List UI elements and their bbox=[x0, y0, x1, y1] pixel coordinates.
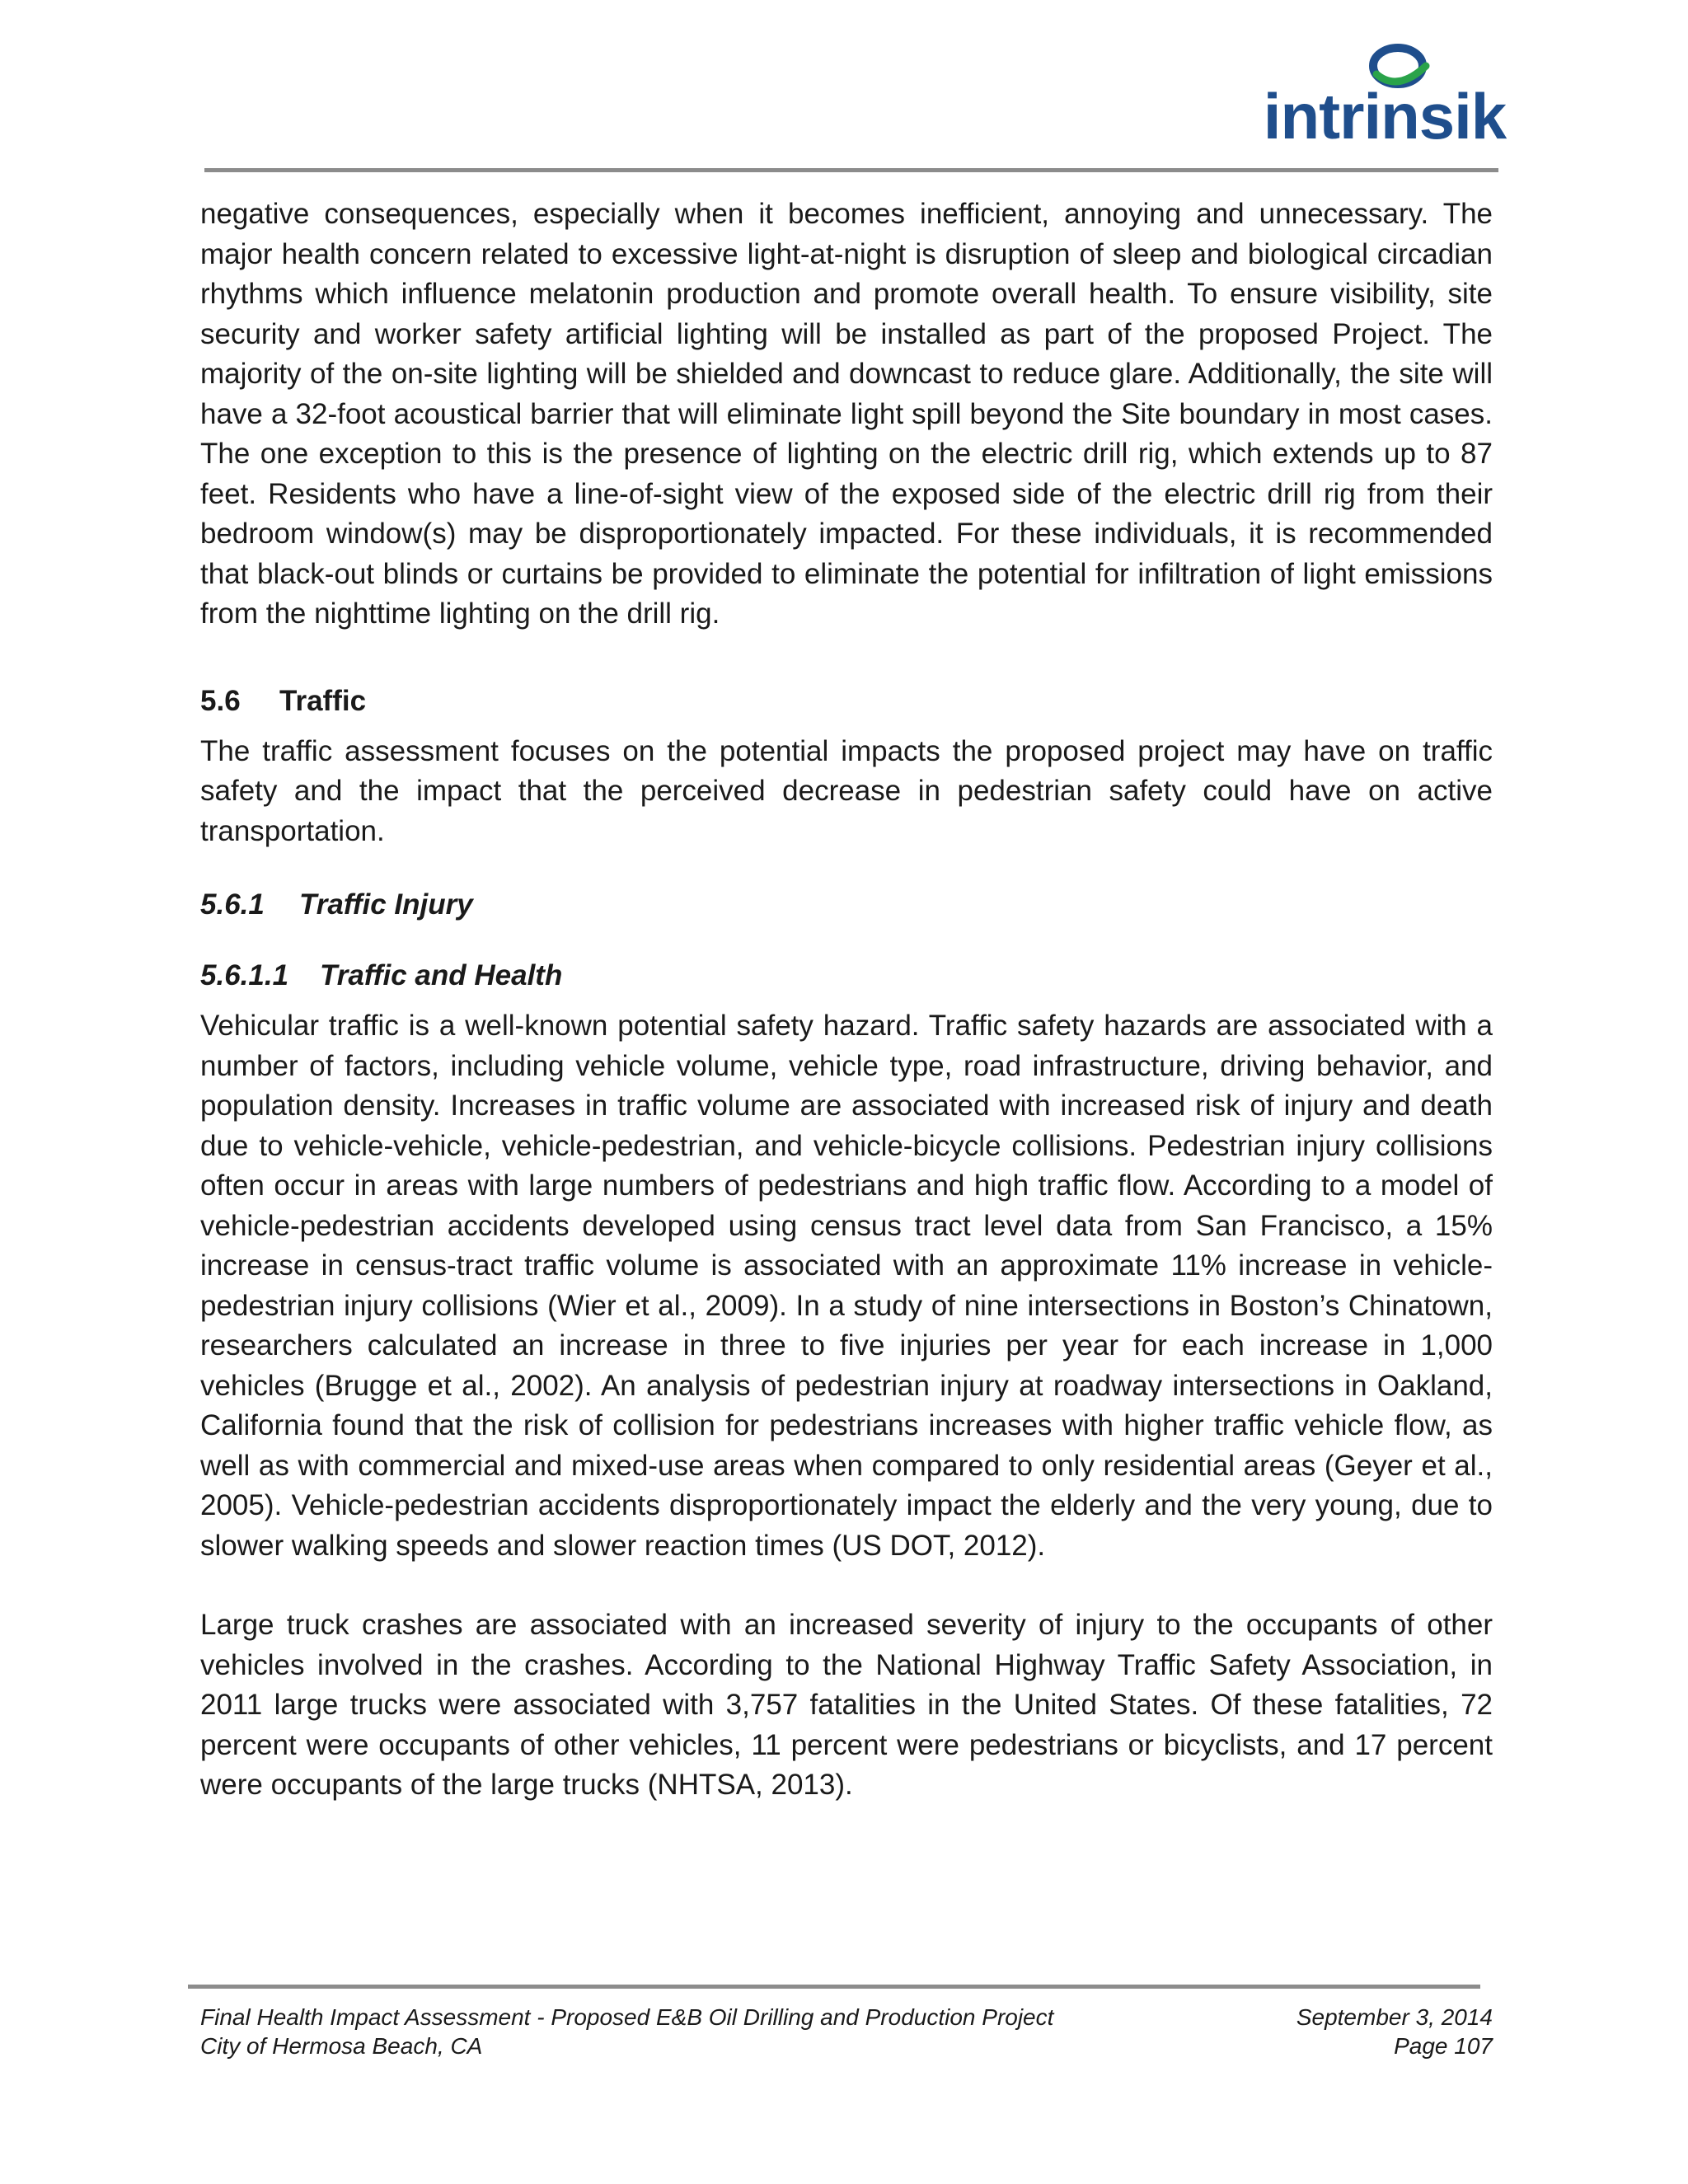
subsection-title: Traffic Injury bbox=[299, 888, 473, 921]
subsubsection-number: 5.6.1.1 bbox=[200, 959, 289, 991]
section-number: 5.6 bbox=[200, 684, 241, 717]
footer-date: September 3, 2014 bbox=[1296, 2004, 1493, 2030]
footer-rule bbox=[188, 1985, 1480, 1989]
footer-page-number: Page 107 bbox=[1394, 2033, 1493, 2059]
subsection-heading bbox=[200, 888, 1493, 922]
svg-text:intrinsik: intrinsik bbox=[1263, 80, 1507, 148]
section-heading bbox=[200, 684, 1493, 719]
intrinsik-logo bbox=[1261, 33, 1508, 148]
large-truck-paragraph: Large truck crashes are associated with an increased severity of injury to the occupants of other vehicles involved in the crashes. According to the National Highway Traffic Safety Association, in 2011 large trucks were associated with 3,757 fatalities in the United States. Of these fatalities, 72 percent were occupants of other vehicles, 11 percent were pedestrians or bicyclists, and 17 percent were occupants of the large trucks (NHTSA, 2013). bbox=[200, 1609, 1493, 1801]
intro-paragraph: negative consequences, especially when it becomes inefficient, annoying and unnecessary. The major health concern related to excessive light-at-night is disruption of sleep and biological circadian rhythms which influence melatonin production and promote overall health. To ensure visibility, site security and worker safety artificial lighting will be installed as part of the proposed Project. The majority of the on-site lighting will be shielded and downcast to reduce glare. Additionally, the site will have a 32-foot acoustical barrier that will eliminate light spill beyond the Site boundary in most cases. The one exception to this is the presence of lighting on the electric drill rig, which extends up to 87 feet. Residents who have a line-of-sight view of the exposed side of the electric drill rig from their bedroom window(s) may be disproportionately impacted. For these individuals, it is recommended that black-out blinds or curtains be provided to eliminate the potential for infiltration of light emissions from the nighttime lighting on the drill rig. bbox=[200, 198, 1493, 630]
section-paragraph: The traffic assessment focuses on the potential impacts the proposed project may have on traffic safety and the impact that the perceived decrease in pedestrian safety could have on active transportation. bbox=[200, 734, 1493, 847]
subsubsection-title: Traffic and Health bbox=[320, 959, 563, 991]
section-title: Traffic bbox=[279, 684, 367, 717]
footer-location: City of Hermosa Beach, CA bbox=[200, 2033, 483, 2059]
footer-title: Final Health Impact Assessment - Proposed E&B Oil Drilling and Production Project bbox=[200, 2004, 1054, 2030]
header-rule bbox=[204, 168, 1498, 172]
page-footer bbox=[200, 2003, 1493, 2060]
main-content bbox=[200, 194, 1493, 1806]
traffic-health-paragraph: Vehicular traffic is a well-known potential safety hazard. Traffic safety hazards are associated with a number of factors, including vehicle volume, vehicle type, road infrastructure, driving behavior, and population density. Increases in traffic volume are associated with increased risk of injury and death due to vehicle-vehicle, vehicle-pedestrian, and vehicle-bicycle collisions. Pedestrian injury collisions often occur in areas with large numbers of pedestrians and high traffic flow. According to a model of vehicle-pedestrian accidents developed using census tract level data from San Francisco, a 15% increase in census-tract traffic volume is associated with an approximate 11% increase in vehicle-pedestrian injury collisions (Wier et al., 2009). In a study of nine intersections in Boston’s Chinatown, researchers calculated an increase in three to five injuries per year for each increase in 1,000 vehicles (Brugge et al., 2002). An analysis of pedestrian injury at roadway intersections in Oakland, California found that the risk of collision for pedestrians increases with higher traffic vehicle flow, as well as with commercial and mixed-use areas when compared to only residential areas (Geyer et al., 2005). Vehicle-pedestrian accidents disproportionately impact the elderly and the very young, due to slower walking speeds and slower reaction times (US DOT, 2012). bbox=[200, 1010, 1493, 1562]
subsubsection-heading bbox=[200, 958, 1493, 993]
subsection-number: 5.6.1 bbox=[200, 888, 265, 921]
